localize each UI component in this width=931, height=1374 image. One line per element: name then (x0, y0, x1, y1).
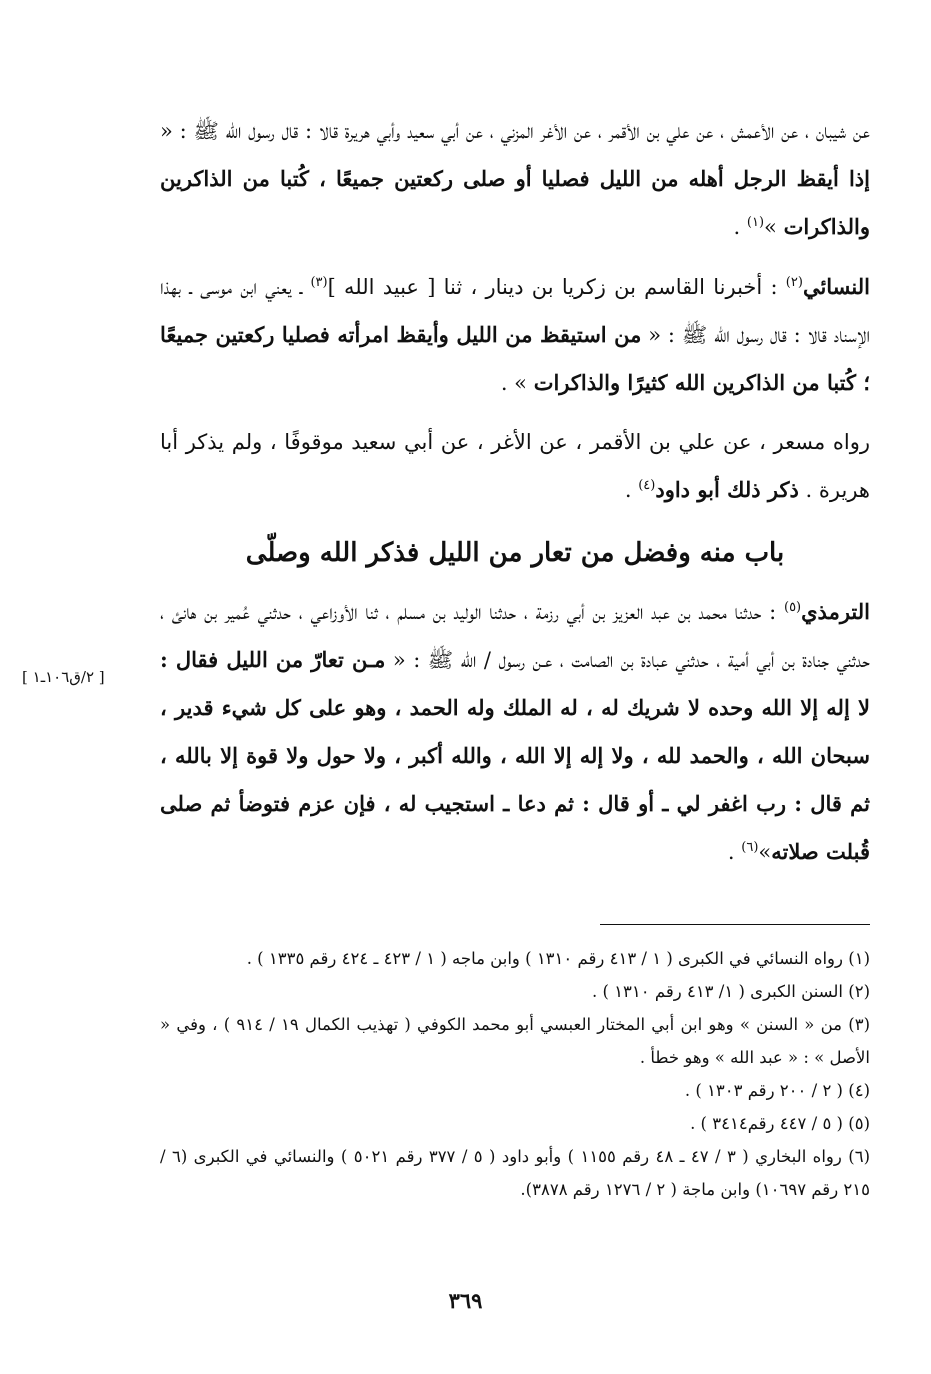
main-text (160, 108, 870, 876)
paragraph-4-chain: : حدثنا محمد بن عبد العزيز بن أبي رزمة ، حدثنا الوليد بن مسلم ، ثنا الأوزاعي ، حدثني عُمير بن هانئ ، حدثني جنادة بن أبي أمية ، حدثني عبادة بن الصامت ، عـن رسول / الله ﷺ : « (160, 600, 871, 672)
footnote-4: (٤) ( ٢ / ٢٠٠ رقم ١٣٠٣ ) . (684, 1081, 870, 1100)
footnote-divider (600, 924, 870, 925)
footnote-ref-4[interactable]: (٤) (638, 478, 656, 493)
paragraph-4-source: الترمذي (801, 599, 870, 624)
footnote-1: (١) رواه النسائي في الكبرى ( ١ / ٤١٣ رقم ١٣١٠ ) وابن ماجه ( ١ / ٤٢٣ ـ ٤٢٤ رقم ١٣٣٥ ) . (246, 949, 870, 968)
paragraph-4 (160, 588, 870, 876)
paragraph-4-close-quote: » (758, 840, 772, 864)
paragraph-1-close-quote: » (764, 215, 784, 239)
paragraph-1-hadith: إذا أيقظ الرجل أهله من الليل فصليا أو صلى ركعتين جميعًا ، كُتبا من الذاكرين والذاكرات (160, 166, 870, 239)
paragraph-3-note: ذكر ذلك أبو داود (655, 477, 799, 502)
footnote-ref-6[interactable]: (٦) (741, 840, 759, 855)
paragraph-2-source: النسائي (802, 274, 870, 299)
paragraph-2 (160, 263, 870, 407)
paragraph-2-end: » . (500, 371, 534, 395)
footnote-ref-3[interactable]: (٣) (310, 275, 328, 290)
chapter-heading: باب منه وفضل من تعار من الليل فذكر الله وصلّى (245, 538, 785, 568)
paragraph-3-text: رواه مسعر ، عن علي بن الأقمر ، عن الأغر ، عن أبي سعيد موقوفًا ، ولم يذكر أبا هريرة . (160, 430, 870, 502)
footnote-3: (٣) من « السنن » وهو ابن أبي المختار العبسي أبو محمد الكوفي ( تهذيب الكمال ١٩ / ٩١٤ ) ، وفي « الأصل » : « عبد الله » وهو خطأ . (160, 1015, 870, 1067)
page-number: ٣٦٩ (448, 1288, 483, 1313)
paragraph-4-end: . (727, 840, 742, 864)
footnotes (160, 942, 870, 1206)
footnote-5: (٥) ( ٥ / ٤٤٧ رقم٣٤١٤ ) . (690, 1114, 870, 1133)
paragraph-3-end: . (624, 478, 639, 502)
manuscript-folio-reference: [ ٢/ق١٠٦ـ١ ] (22, 668, 105, 686)
paragraph-1-end: . (733, 215, 747, 239)
paragraph-2-chain: : أخبرنا القاسم بن زكريا بن دينار ، ثنا [ عبيد الله ] (327, 275, 786, 299)
paragraph-1-intro: عن شيبان ، عن الأعمش ، عن علي بن الأقمر ، عن الأغر المزني ، عن أبي سعيد وأبي هريرة قالا : قال رسول الله ﷺ : « (160, 119, 870, 143)
footnote-6: (٦) رواه البخاري ( ٣ / ٤٧ ـ ٤٨ رقم ١١٥٥ ) وأبو داود ( ٥ / ٣٧٧ رقم ٥٠٢١ ) والنسائي في الكبرى (٦ / ٢١٥ رقم ١٠٦٩٧) وابن ماجة ( ٢ / ١٢٧٦ رقم ٣٨٧٨). (160, 1147, 870, 1199)
paragraph-3 (160, 419, 870, 514)
footnote-ref-2[interactable]: (٢) (785, 275, 803, 290)
footnote-ref-5[interactable]: (٥) (783, 600, 802, 615)
footnote-2: (٢) السنن الكبرى ( ١/ ٤١٣ رقم ١٣١٠ ) . (592, 982, 870, 1001)
footnote-ref-1[interactable]: (١) (746, 215, 765, 230)
paragraph-2-chain-cont: ـ يعني ابن موسى ـ بهذا الإسناد قالا : قال رسول الله ﷺ : « (160, 275, 870, 347)
paragraph-2-hadith: من استيقظ من الليل وأيقظ امرأته فصليا ركعتين جميعًا ؛ كُتبا من الذاكرين الله كثيرًا والذاكرات (160, 322, 870, 395)
paragraph-1 (160, 108, 870, 251)
paragraph-4-hadith: مـن تعارّ من الليل فقال : لا إله إلا الله وحده لا شريك له ، له الملك وله الحمد ، وهو على كل شيء قدير ، سبحان الله ، والحمد لله ، ولا إله إلا الله ، والله أكبر ، ولا حول ولا قوة إلا بالله ، ثم قال : رب اغفر لي ـ أو قال : ثم دعا ـ استجيب له ، فإن عزم فتوضأ ثم صلى قُبلت صلاته (160, 647, 870, 864)
